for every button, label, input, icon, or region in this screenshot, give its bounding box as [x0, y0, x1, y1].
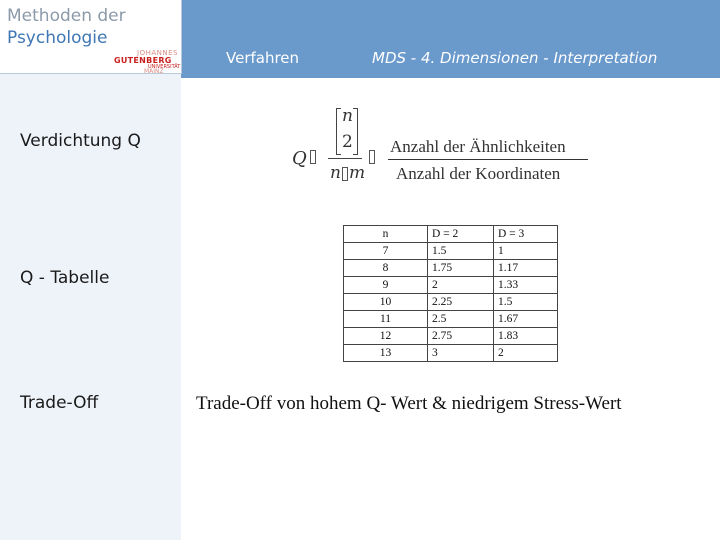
missing-glyph-icon	[342, 167, 348, 181]
table-cell: 3	[428, 345, 494, 362]
table-cell: 1.5	[428, 243, 494, 260]
table-header-cell: n	[344, 226, 428, 243]
table-cell: 12	[344, 328, 428, 345]
binomial-top: n	[342, 106, 353, 126]
course-logo	[0, 0, 182, 74]
formula-denominator-m: m	[349, 163, 366, 183]
table-row	[344, 311, 558, 328]
label-q-tabelle: Q - Tabelle	[20, 268, 110, 288]
binomial-bottom: 2	[342, 132, 353, 152]
label-verdichtung: Verdichtung Q	[20, 131, 141, 151]
table-row	[344, 328, 558, 345]
table-cell: 1.83	[494, 328, 558, 345]
table-cell: 10	[344, 294, 428, 311]
table-header-cell: D = 3	[494, 226, 558, 243]
fraction-line-right	[388, 159, 588, 160]
fraction-line-left	[328, 158, 362, 159]
university-logo-main: GUTENBERG	[114, 56, 172, 65]
table-row	[344, 294, 558, 311]
table-cell: 2.25	[428, 294, 494, 311]
table-cell: 1.67	[494, 311, 558, 328]
logo-line-2: Psychologie	[7, 28, 108, 48]
table-cell: 8	[344, 260, 428, 277]
logo-line-1: Methoden der	[7, 6, 126, 26]
formula-rhs-denominator: Anzahl der Koordinaten	[396, 164, 561, 183]
table-cell: 1.17	[494, 260, 558, 277]
table-cell: 9	[344, 277, 428, 294]
university-logo-top: JOHANNES	[137, 49, 178, 57]
table-row	[344, 260, 558, 277]
table-cell: 1.75	[428, 260, 494, 277]
table-cell: 1.5	[494, 294, 558, 311]
table-header-cell: D = 2	[428, 226, 494, 243]
table-header-row	[344, 226, 558, 243]
q-table	[343, 225, 558, 362]
table-row	[344, 243, 558, 260]
table-cell: 13	[344, 345, 428, 362]
table-cell: 2	[494, 345, 558, 362]
header-title: MDS - 4. Dimensionen - Interpretation	[372, 49, 658, 67]
university-logo-sub2: MAINZ	[144, 68, 164, 75]
label-trade-off: Trade-Off	[20, 393, 99, 413]
tradeoff-description: Trade-Off von hohem Q- Wert & niedrigem Stress-Wert	[196, 393, 622, 414]
table-cell: 2	[428, 277, 494, 294]
table-cell: 1.33	[494, 277, 558, 294]
table-cell: 2.75	[428, 328, 494, 345]
table-cell: 11	[344, 311, 428, 328]
missing-glyph-icon	[369, 150, 375, 164]
university-logo-sub1: UNIVERSITÄT	[148, 64, 181, 70]
binomial-right-bracket	[353, 108, 358, 155]
missing-glyph-icon	[310, 150, 316, 164]
table-cell: 1	[494, 243, 558, 260]
formula-q-symbol: Q	[292, 148, 307, 169]
formula-rhs-numerator: Anzahl der Ähnlichkeiten	[390, 137, 566, 156]
table-row	[344, 277, 558, 294]
table-cell: 2.5	[428, 311, 494, 328]
table-cell: 7	[344, 243, 428, 260]
binomial-left-bracket	[336, 108, 341, 155]
table-row	[344, 345, 558, 362]
formula-denominator-n: n	[330, 163, 341, 183]
header-section: Verfahren	[226, 49, 300, 67]
university-logo	[112, 49, 181, 75]
